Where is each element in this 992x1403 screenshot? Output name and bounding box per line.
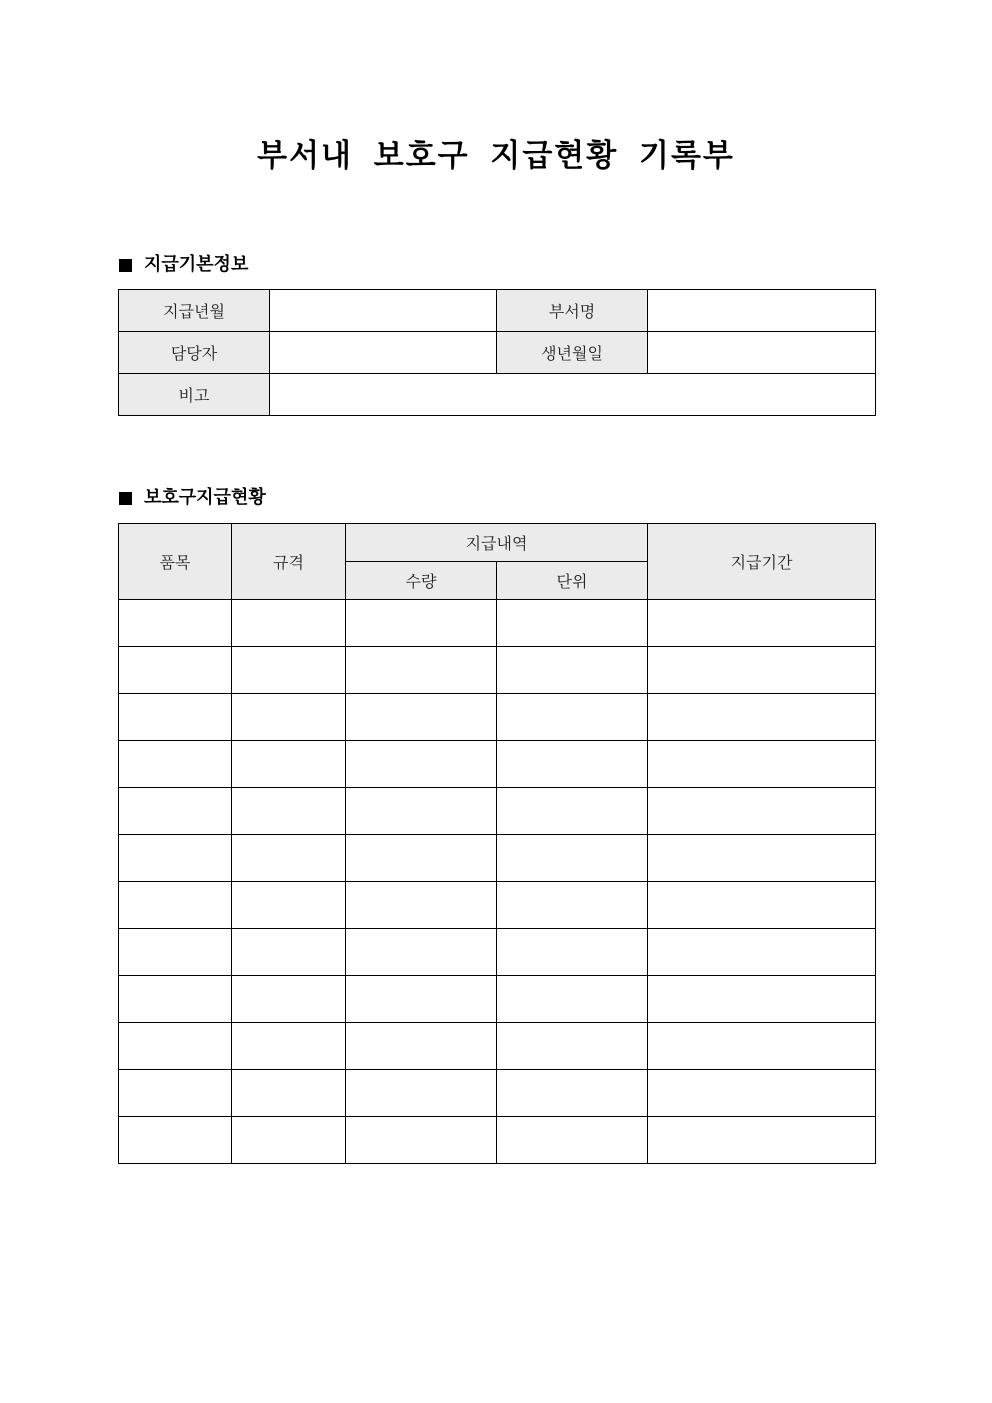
table-row [119, 647, 876, 694]
table-row [119, 929, 876, 976]
table-row [119, 1070, 876, 1117]
department-field[interactable] [648, 290, 876, 332]
quantity-cell[interactable] [346, 600, 497, 647]
quantity-cell[interactable] [346, 1023, 497, 1070]
item-cell[interactable] [119, 600, 232, 647]
period-cell[interactable] [648, 1070, 876, 1117]
quantity-cell[interactable] [346, 741, 497, 788]
item-cell[interactable] [119, 1070, 232, 1117]
period-cell[interactable] [648, 882, 876, 929]
quantity-cell[interactable] [346, 929, 497, 976]
issue-month-field[interactable] [270, 290, 497, 332]
spec-cell[interactable] [232, 788, 346, 835]
issue-status-heading-text: 보호구지급현황 [144, 487, 266, 508]
quantity-cell[interactable] [346, 1070, 497, 1117]
issue-status-table [118, 523, 876, 1164]
unit-cell[interactable] [497, 976, 648, 1023]
quantity-cell[interactable] [346, 1117, 497, 1164]
page-title: 부서내 보호구 지급현황 기록부 [257, 138, 735, 174]
birth-date-field[interactable] [648, 332, 876, 374]
unit-cell[interactable] [497, 694, 648, 741]
spec-cell[interactable] [232, 835, 346, 882]
period-cell[interactable] [648, 600, 876, 647]
column-header-item: 품목 [119, 524, 232, 600]
unit-cell[interactable] [497, 741, 648, 788]
table-row [119, 976, 876, 1023]
square-bullet-icon [119, 492, 132, 505]
quantity-cell[interactable] [346, 694, 497, 741]
table-row [119, 788, 876, 835]
table-row [119, 741, 876, 788]
item-cell[interactable] [119, 882, 232, 929]
spec-cell[interactable] [232, 1117, 346, 1164]
quantity-cell[interactable] [346, 647, 497, 694]
spec-cell[interactable] [232, 1023, 346, 1070]
spec-cell[interactable] [232, 600, 346, 647]
column-header-quantity: 수량 [346, 562, 497, 600]
unit-cell[interactable] [497, 929, 648, 976]
item-cell[interactable] [119, 788, 232, 835]
spec-cell[interactable] [232, 694, 346, 741]
basic-info-heading [119, 253, 248, 277]
unit-cell[interactable] [497, 788, 648, 835]
table-row [119, 882, 876, 929]
issue-status-heading [119, 486, 266, 510]
table-row [119, 1023, 876, 1070]
spec-cell[interactable] [232, 741, 346, 788]
item-cell[interactable] [119, 1117, 232, 1164]
table-row [119, 600, 876, 647]
item-cell[interactable] [119, 741, 232, 788]
spec-cell[interactable] [232, 929, 346, 976]
issue-month-label: 지급년월 [119, 290, 270, 332]
period-cell[interactable] [648, 788, 876, 835]
quantity-cell[interactable] [346, 835, 497, 882]
basic-info-heading-text: 지급기본정보 [144, 254, 249, 275]
period-cell[interactable] [648, 976, 876, 1023]
period-cell[interactable] [648, 647, 876, 694]
spec-cell[interactable] [232, 1070, 346, 1117]
item-cell[interactable] [119, 694, 232, 741]
spec-cell[interactable] [232, 882, 346, 929]
unit-cell[interactable] [497, 1117, 648, 1164]
table-row [119, 694, 876, 741]
unit-cell[interactable] [497, 600, 648, 647]
remarks-label: 비고 [119, 374, 270, 416]
table-row [119, 835, 876, 882]
spec-cell[interactable] [232, 647, 346, 694]
table-row [119, 1117, 876, 1164]
column-header-details: 지급내역 [346, 524, 648, 562]
column-header-period: 지급기간 [648, 524, 876, 600]
basic-info-table [118, 289, 876, 416]
department-label: 부서명 [497, 290, 648, 332]
period-cell[interactable] [648, 741, 876, 788]
remarks-field[interactable] [270, 374, 876, 416]
item-cell[interactable] [119, 647, 232, 694]
quantity-cell[interactable] [346, 788, 497, 835]
item-cell[interactable] [119, 929, 232, 976]
period-cell[interactable] [648, 835, 876, 882]
item-cell[interactable] [119, 1023, 232, 1070]
column-header-unit: 단위 [497, 562, 648, 600]
quantity-cell[interactable] [346, 882, 497, 929]
item-cell[interactable] [119, 835, 232, 882]
manager-field[interactable] [270, 332, 497, 374]
unit-cell[interactable] [497, 882, 648, 929]
spec-cell[interactable] [232, 976, 346, 1023]
period-cell[interactable] [648, 929, 876, 976]
column-header-spec: 규격 [232, 524, 346, 600]
period-cell[interactable] [648, 1117, 876, 1164]
issue-rows [119, 600, 876, 1164]
period-cell[interactable] [648, 1023, 876, 1070]
unit-cell[interactable] [497, 647, 648, 694]
birth-date-label: 생년월일 [497, 332, 648, 374]
unit-cell[interactable] [497, 1070, 648, 1117]
period-cell[interactable] [648, 694, 876, 741]
item-cell[interactable] [119, 976, 232, 1023]
manager-label: 담당자 [119, 332, 270, 374]
quantity-cell[interactable] [346, 976, 497, 1023]
square-bullet-icon [119, 259, 132, 272]
unit-cell[interactable] [497, 835, 648, 882]
unit-cell[interactable] [497, 1023, 648, 1070]
